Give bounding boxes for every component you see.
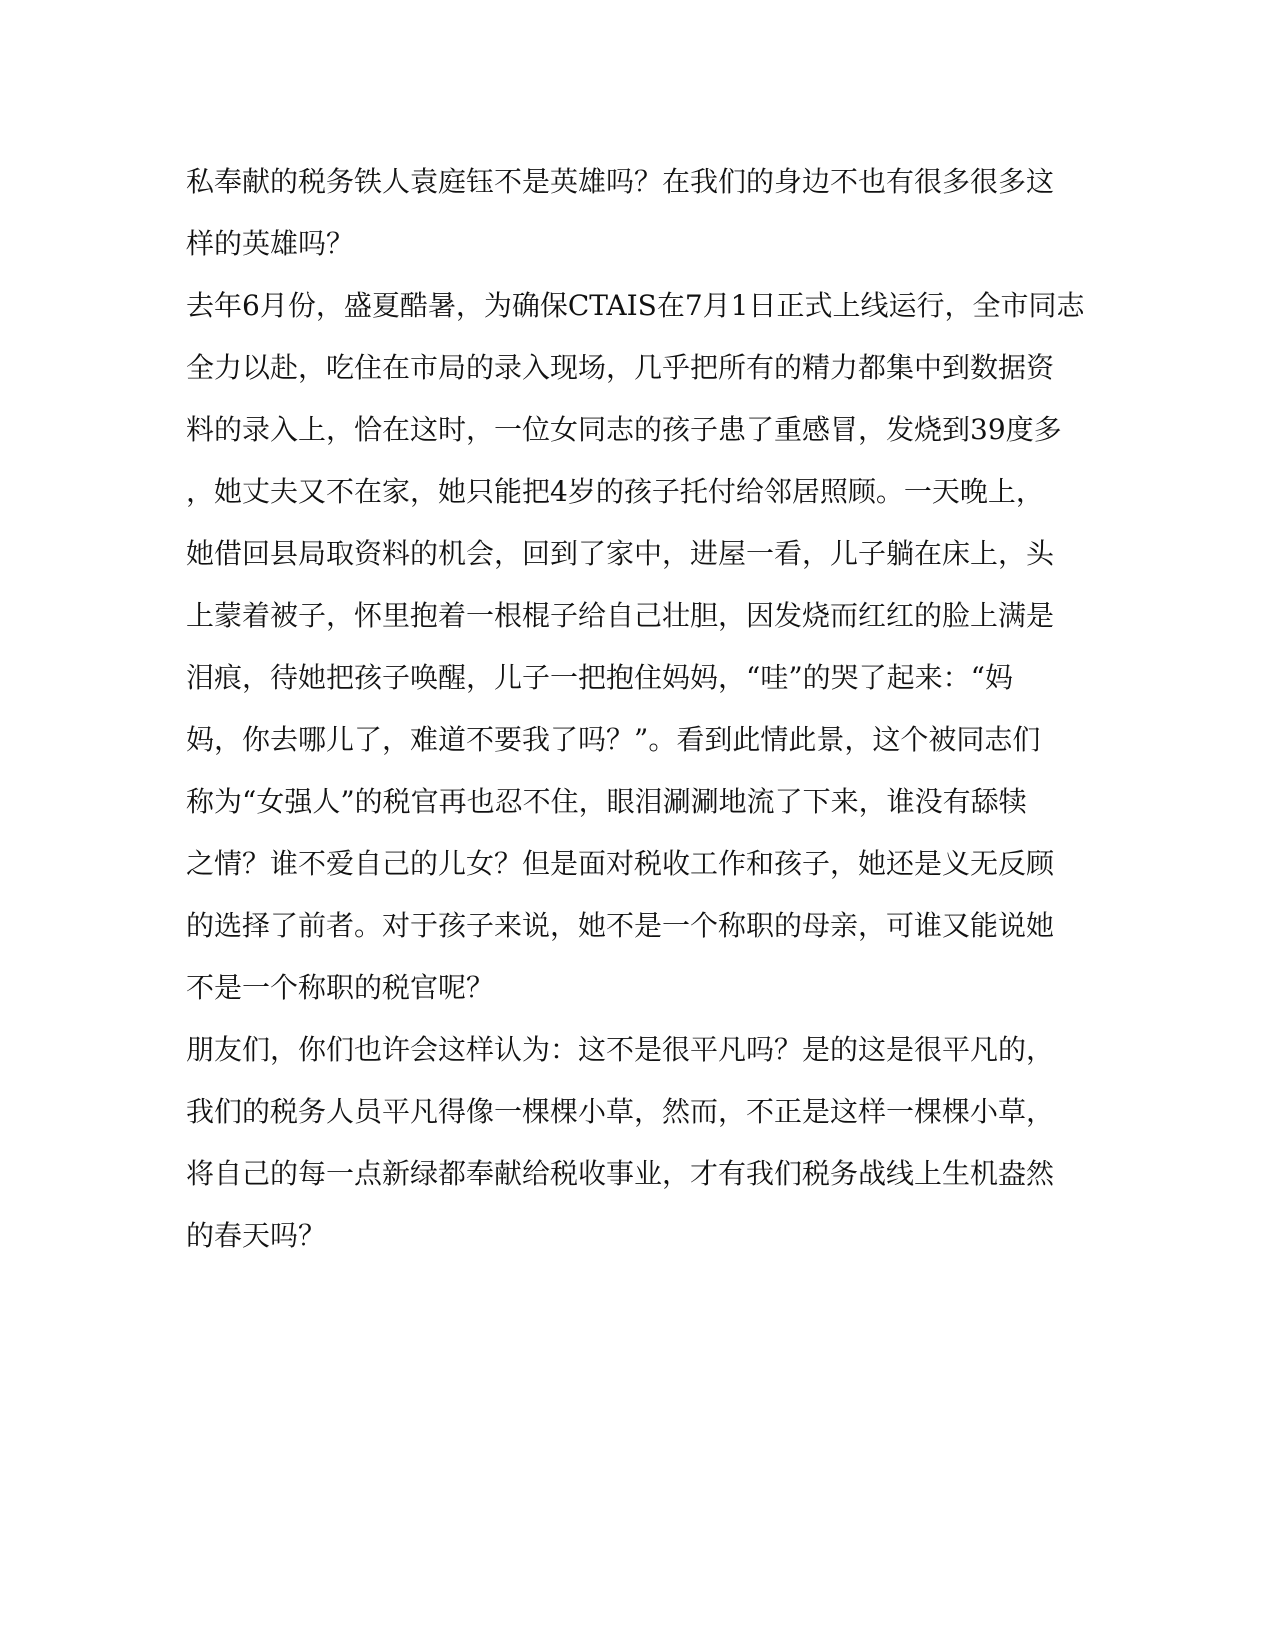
text-line: 的春天吗？	[186, 1219, 327, 1252]
text-line: 泪痕，待她把孩子唤醒，儿子一把抱住妈妈，“哇”的哭了起来：“妈	[186, 661, 1013, 694]
text-line: 妈，你去哪儿了，难道不要我了吗？”。看到此情此景，这个被同志们	[186, 723, 1041, 756]
text-line: 不是一个称职的税官呢？	[186, 971, 495, 1004]
text-line: 之情？谁不爱自己的儿女？但是面对税收工作和孩子，她还是义无反顾	[186, 847, 1055, 880]
text-line: 全力以赴，吃住在市局的录入现场，几乎把所有的精力都集中到数据资	[186, 351, 1055, 384]
text-line: 样的英雄吗？	[186, 227, 355, 260]
text-line: 上蒙着被子，怀里抱着一根棍子给自己壮胆，因发烧而红红的脸上满是	[186, 599, 1055, 632]
text-line: 将自己的每一点新绿都奉献给税收事业，才有我们税务战线上生机盎然	[186, 1157, 1055, 1190]
text-line: 我们的税务人员平凡得像一棵棵小草，然而，不正是这样一棵棵小草，	[186, 1095, 1055, 1128]
text-line: 称为“女强人”的税官再也忍不住，眼泪涮涮地流了下来，谁没有舔犊	[186, 785, 1027, 818]
text-line: ，她丈夫又不在家，她只能把4岁的孩子托付给邻居照顾。一天晚上，	[186, 475, 1044, 508]
text-line: 去年6月份，盛夏酷暑，为确保CTAIS在7月1日正式上线运行，全市同志	[186, 289, 1085, 322]
text-line: 朋友们，你们也许会这样认为：这不是很平凡吗？是的这是很平凡的，	[186, 1033, 1055, 1066]
text-line: 料的录入上，恰在这时，一位女同志的孩子患了重感冒，发烧到39度多	[186, 413, 1062, 446]
text-line: 私奉献的税务铁人袁庭钰不是英雄吗？在我们的身边不也有很多很多这	[186, 165, 1055, 198]
text-line: 的选择了前者。对于孩子来说，她不是一个称职的母亲，可谁又能说她	[186, 909, 1055, 942]
text-line: 她借回县局取资料的机会，回到了家中，进屋一看，儿子躺在床上，头	[186, 537, 1055, 570]
